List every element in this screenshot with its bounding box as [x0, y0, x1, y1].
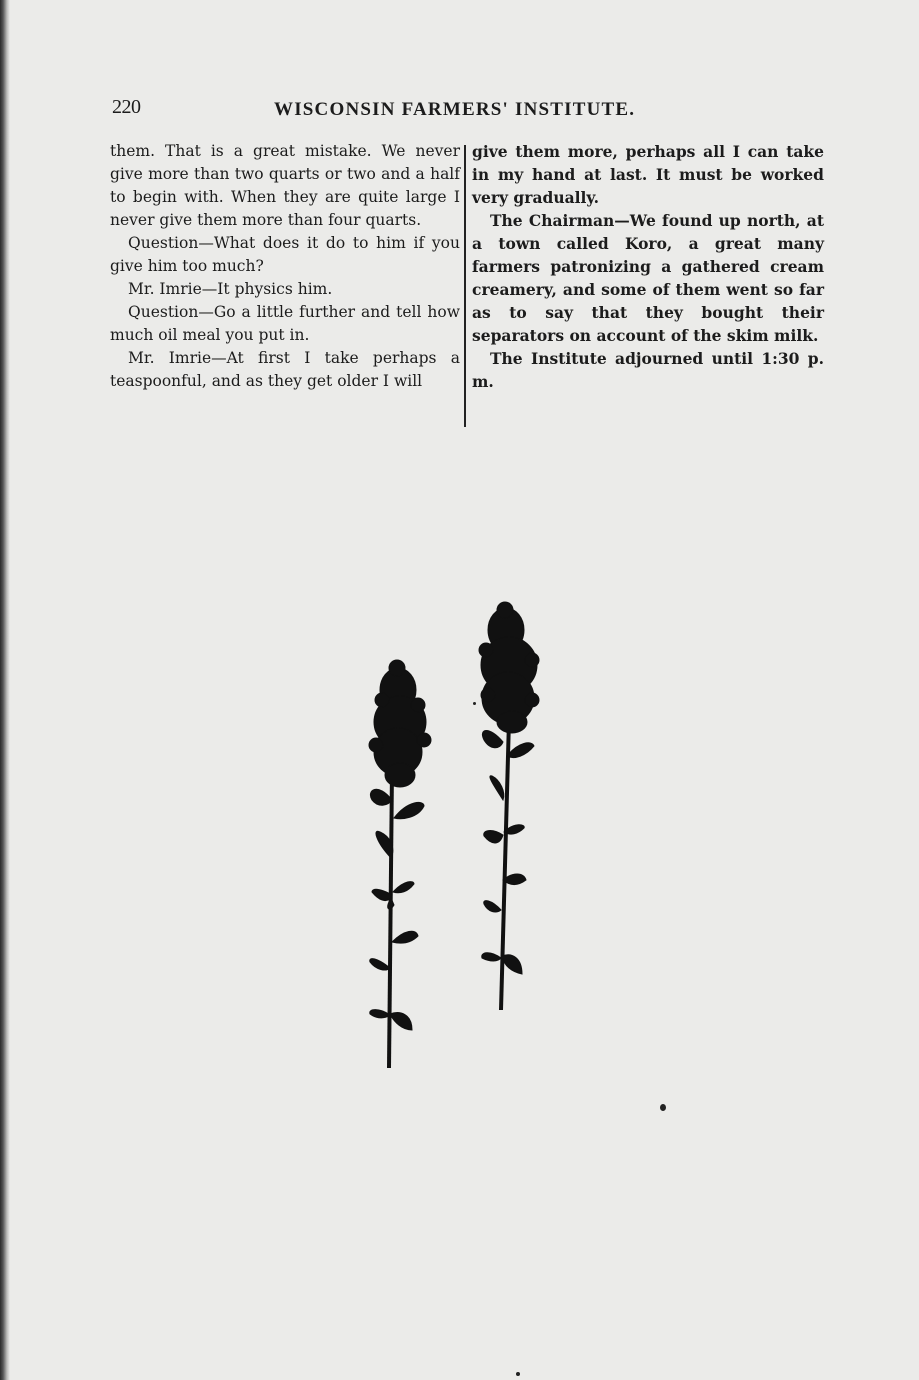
running-title: WISCONSIN FARMERS' INSTITUTE.: [274, 99, 636, 120]
ink-speck: [516, 1372, 520, 1376]
right-sprig-icon: [479, 602, 539, 1010]
left-paragraph-5: Mr. Imrie—At first I take perhaps a teaspoonful, and as they get older I will: [110, 349, 460, 390]
left-sprig-icon: [369, 660, 431, 1068]
left-paragraph-2: Question—What does it do to him if you give him too much?: [110, 234, 460, 275]
left-paragraph-4: Question—Go a little further and tell how much oil meal you put in.: [110, 303, 460, 344]
right-paragraph-3: The Institute adjourned until 1:30 p. m.: [472, 349, 824, 391]
ink-speck: [660, 1104, 666, 1111]
left-paragraph-1: them. That is a great mistake. We never give more than two quarts or two and a half to begin with. When they are quite large I never give them more than four quarts.: [110, 142, 460, 229]
right-paragraph-1: give them more, perhaps all I can take in my hand at last. It must be worked very gradually.: [472, 142, 824, 207]
ink-speck: [473, 702, 476, 705]
page-number: 220: [112, 96, 141, 118]
left-paragraph-3: Mr. Imrie—It physics him.: [128, 280, 333, 298]
right-paragraph-2: The Chairman—We found up north, at a town called Koro, a great many farmers patronizing a gathered cream creamery, and some of them went so far as to say that they bought their separators on account of the skim milk.: [472, 211, 824, 345]
